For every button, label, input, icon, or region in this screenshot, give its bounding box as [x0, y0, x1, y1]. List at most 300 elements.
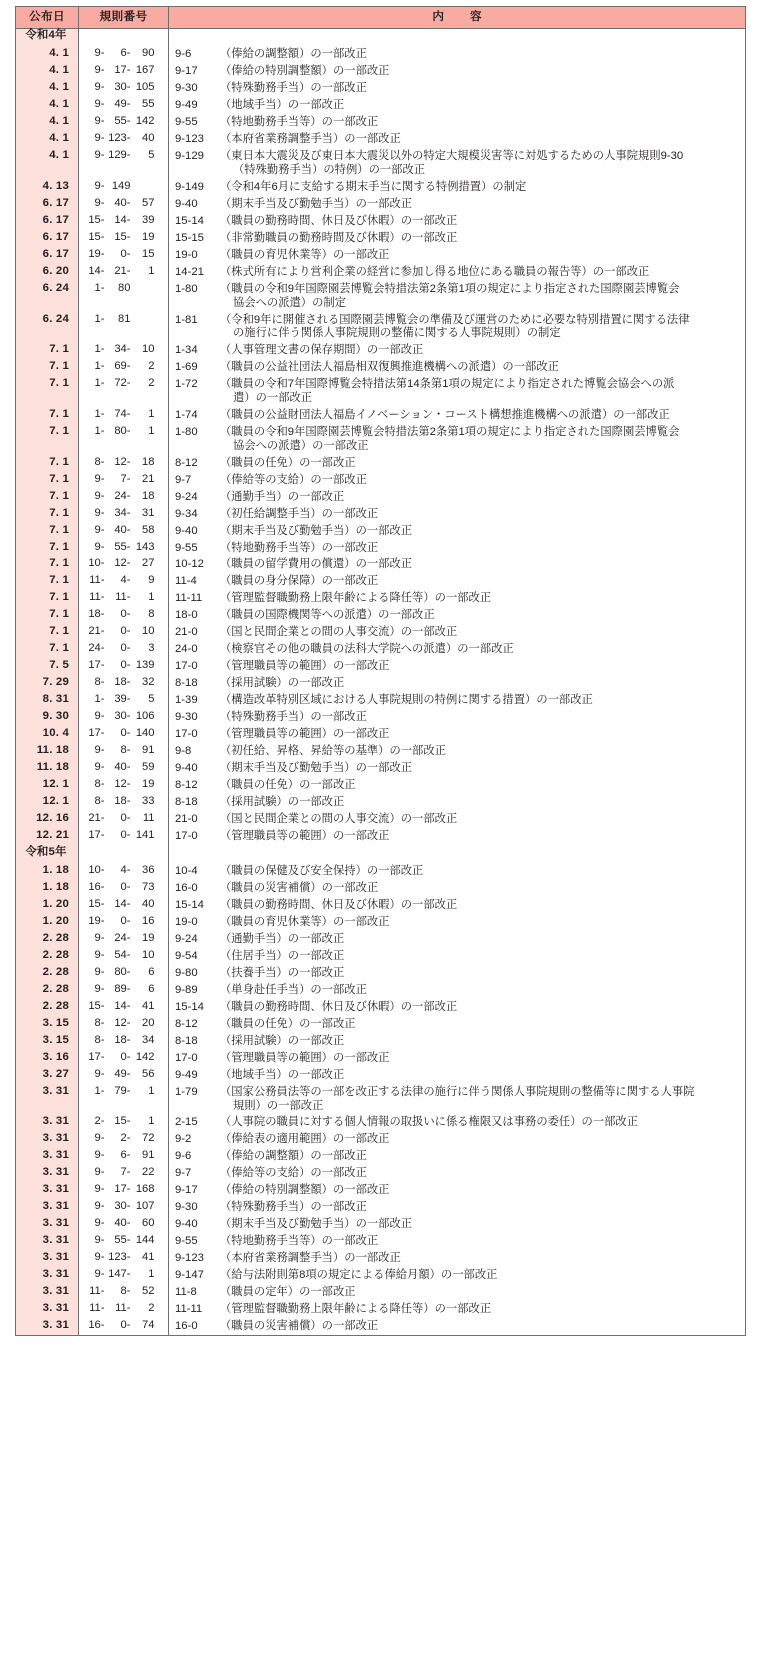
rule-description: [217, 1086, 738, 1114]
rule-id: 17-0: [175, 660, 198, 673]
rule-number-segment-n2: 0-: [120, 881, 131, 894]
rule-description-line: （人事管理文書の保存期間）の一部改正: [220, 344, 424, 357]
rule-number-segment-n1: 9-: [94, 965, 105, 978]
rule-number-cell: [79, 948, 169, 965]
rule-number-segments: [83, 899, 165, 910]
rule-description: [217, 215, 738, 229]
rule-number-segment-n2: 17-: [114, 1183, 131, 1196]
content-cell: [169, 523, 746, 540]
promulgation-date-cell: 7. 1: [16, 455, 79, 472]
rule-number-segment-n1: 8-: [94, 795, 105, 808]
promulgation-date-cell: 3. 15: [16, 1016, 79, 1033]
rule-number-segment-n3: 60: [142, 1217, 155, 1230]
rule-description: [217, 865, 738, 879]
content-cell: [169, 1084, 746, 1115]
rule-number-segment-n1: 10-: [88, 864, 105, 877]
rule-description: [217, 1218, 738, 1232]
rule-id: 11-8: [175, 1286, 197, 1299]
rule-number-cell: [79, 1268, 169, 1285]
rule-number-segments: [83, 1035, 165, 1046]
table-row: [16, 115, 746, 132]
rule-description-line: （職員の保健及び安全保持）の一部改正: [220, 865, 424, 878]
rule-number-segment-n1: 9-: [94, 1234, 105, 1247]
rule-number-segment-n3: 73: [142, 881, 155, 894]
promulgation-date-cell: 7. 1: [16, 608, 79, 625]
rule-number-segment-n1: 1-: [94, 281, 105, 294]
rule-number-segment-n3: 168: [135, 1183, 155, 1196]
rule-number-segments: [83, 745, 165, 756]
rule-number-segment-n2: 14-: [114, 898, 131, 911]
rule-number-segments: [83, 950, 165, 961]
table-row: [16, 828, 746, 845]
rule-number-segments: [83, 525, 165, 536]
rule-number-segment-n1: 8-: [94, 1016, 105, 1029]
rule-number-segment-n2: 34-: [114, 506, 131, 519]
rule-description-continuation: 遣）の一部改正: [233, 391, 313, 404]
rule-number-cell: [79, 625, 169, 642]
rule-number-cell: [79, 132, 169, 149]
content-cell: [169, 1319, 746, 1336]
rule-number-segment-n2: 80-: [114, 424, 131, 437]
rule-number-cell: [79, 591, 169, 608]
rule-description-continuation: の施行に伴う関係人事院規則の整備に関する人事院規則）の制定: [233, 327, 561, 340]
rule-number-cell: [79, 1084, 169, 1115]
table-row: [16, 881, 746, 898]
rule-number-segment-n1: 1-: [94, 693, 105, 706]
rule-description-line: （俸給の特別調整額）の一部改正: [220, 65, 390, 78]
rule-description: [217, 677, 738, 691]
rule-description-line: （扶養手当）の一部改正: [220, 966, 345, 979]
rule-description-line: （令和9年に開催される国際園芸博覧会の準備及び運営のために必要な特別措置に関する法律: [220, 313, 690, 326]
rule-number-cell: [79, 608, 169, 625]
rule-id: 16-0: [175, 882, 198, 895]
rule-number-segment-n3: 1: [148, 407, 155, 420]
table-row: [16, 377, 746, 408]
rule-number-cell: [79, 659, 169, 676]
rule-description-line: （国と民間企業との間の人事交流）の一部改正: [220, 813, 458, 825]
promulgation-date-cell: 6. 24: [16, 312, 79, 343]
rule-description-line: （期末手当及び勤勉手当）の一部改正: [220, 1218, 413, 1231]
rule-number-segments: [83, 1116, 165, 1127]
rule-number-segment-n2: 89-: [114, 982, 131, 995]
rule-number-segments: [83, 1286, 165, 1297]
rule-number-segment-n2: 0-: [120, 812, 131, 824]
rule-number-segment-n1: 2-: [94, 1115, 105, 1128]
rule-id: 1-34: [175, 344, 198, 357]
promulgation-date-cell: 4. 1: [16, 81, 79, 98]
rule-number-cell: [79, 407, 169, 424]
promulgation-date-cell: 3. 31: [16, 1115, 79, 1132]
rule-id: 9-24: [175, 490, 198, 503]
rule-number-cell: [79, 1115, 169, 1132]
rule-id: 9-2: [175, 1133, 192, 1146]
rule-number-segment-n3: 1: [148, 1115, 155, 1128]
rule-description: [217, 409, 738, 423]
rule-id: 18-0: [175, 609, 198, 622]
content-cell: [169, 424, 746, 455]
rule-number-segment-n2: 147-: [108, 1268, 131, 1281]
table-row: [16, 312, 746, 343]
table-row: [16, 676, 746, 693]
rule-id: 11-4: [175, 575, 197, 588]
content-cell: [169, 574, 746, 591]
rule-number-segment-n3: 105: [135, 81, 155, 94]
rule-number-segment-n2: 18-: [114, 795, 131, 808]
content-cell: [169, 1251, 746, 1268]
rule-number-segment-n2: 80: [118, 281, 131, 294]
rule-id: 8-18: [175, 796, 198, 809]
content-cell: [169, 28, 746, 47]
promulgation-date-cell: 3. 31: [16, 1149, 79, 1166]
rule-description: [217, 491, 738, 505]
rule-number-segment-n2: 21-: [114, 264, 131, 277]
rule-number-segment-n3: 39: [142, 213, 155, 226]
rule-number-segment-n2: 11-: [115, 591, 131, 604]
promulgation-date-cell: 4. 1: [16, 149, 79, 180]
rule-description-line: （俸給表の適用範囲）の一部改正: [220, 1133, 390, 1146]
promulgation-date-cell: 1. 20: [16, 914, 79, 931]
rule-number-cell: [79, 845, 169, 863]
rule-id: 10-4: [175, 865, 198, 878]
rule-number-segment-n3: 1: [148, 1084, 155, 1097]
rule-number-segments: [83, 882, 165, 893]
content-cell: [169, 489, 746, 506]
table-row: [16, 1319, 746, 1336]
rule-description-line: （職員の公益財団法人福島イノベーション・コースト構想推進機構への派遣）の一部改正: [220, 408, 670, 421]
rule-number-segments: [83, 626, 165, 637]
rule-description-line: （管理職員等の範囲）の一部改正: [220, 660, 390, 673]
rule-description-line: （管理職員等の範囲）の一部改正: [220, 1051, 390, 1064]
rule-description-line: （管理職員等の範囲）の一部改正: [220, 829, 390, 842]
rule-description-line: （初任給調整手当）の一部改正: [220, 507, 379, 520]
rule-number-segments: [83, 694, 165, 705]
rule-number-segment-n3: 21: [142, 472, 155, 485]
table-row: [16, 965, 746, 982]
rule-number-segment-n3: 41: [142, 1251, 155, 1264]
rule-number-segment-n3: 56: [142, 1067, 155, 1080]
rule-number-segments: [83, 865, 165, 876]
rule-number-segment-n2: 55-: [114, 115, 131, 128]
promulgation-date-cell: 12. 1: [16, 777, 79, 794]
rule-number-segments: [83, 474, 165, 485]
rule-number-segments: [83, 728, 165, 739]
rule-id: 9-6: [175, 48, 192, 61]
rule-number-segment-n3: 31: [142, 506, 155, 519]
rule-description-line: （俸給等の支給）の一部改正: [220, 1167, 367, 1180]
rule-number-cell: [79, 931, 169, 948]
promulgation-date-cell: 2. 28: [16, 982, 79, 999]
rule-number-segment-n3: 9: [148, 574, 155, 587]
rule-description-line: （給与法附則第8項の規定による俸給月額）の一部改正: [220, 1269, 498, 1282]
content-cell: [169, 1217, 746, 1234]
rule-number-cell: [79, 455, 169, 472]
rule-number-segment-n3: 55: [142, 98, 155, 111]
rule-number-segments: [83, 409, 165, 420]
rule-number-segment-n2: 123-: [108, 1251, 131, 1264]
content-cell: [169, 115, 746, 132]
rule-number-segment-n1: 9-: [94, 64, 105, 77]
column-header-promulgation-date: 公布日: [16, 7, 79, 29]
rule-number-segment-n2: 4-: [120, 864, 131, 877]
rule-description: [217, 1167, 738, 1181]
table-row: [16, 343, 746, 360]
content-cell: [169, 213, 746, 230]
rule-number-segment-n1: 9-: [94, 98, 105, 111]
rule-number-cell: [79, 1132, 169, 1149]
rule-number-segments: [83, 457, 165, 468]
rule-number-cell: [79, 1050, 169, 1067]
rule-description: [217, 950, 738, 964]
rule-number-segment-n3: 8: [148, 608, 155, 621]
rule-description: [217, 1116, 738, 1130]
rule-number-segment-n3: 33: [142, 795, 155, 808]
rule-number-segments: [83, 796, 165, 807]
rule-number-segment-n1: 15-: [88, 230, 105, 243]
rule-number-segment-n1: 9-: [94, 81, 105, 94]
rule-id: 9-89: [175, 983, 198, 996]
rule-description: [217, 116, 738, 130]
rule-description-line: （職員の勤務時間、休日及び休暇）の一部改正: [220, 214, 458, 227]
table-row: [16, 727, 746, 744]
rule-number-segment-n1: 1-: [94, 377, 105, 390]
table-row: [16, 1268, 746, 1285]
rule-description-continuation: （特殊勤務手当）の特例）の一部改正: [233, 163, 426, 176]
content-cell: [169, 659, 746, 676]
rule-number-segments: [83, 181, 165, 192]
rule-description-continuation: 規則）の一部改正: [233, 1099, 324, 1112]
rule-number-segment-n2: 15-: [114, 1115, 131, 1128]
promulgation-date-cell: 1. 18: [16, 881, 79, 898]
rule-number-segment-n3: 3: [148, 642, 155, 655]
rule-number-segment-n3: 91: [142, 744, 155, 757]
rule-id: 8-18: [175, 1034, 198, 1047]
promulgation-date-cell: 4. 1: [16, 132, 79, 149]
rule-number-segment-n1: 8-: [94, 676, 105, 689]
table-row: [16, 744, 746, 761]
rule-description-line: （職員の勤務時間、休日及び休暇）の一部改正: [220, 1000, 458, 1013]
rule-description: [217, 967, 738, 981]
rule-id: 10-12: [175, 558, 204, 571]
rule-number-segment-n3: 1: [148, 424, 155, 437]
rule-description-line: （採用試験）の一部改正: [220, 1034, 345, 1047]
promulgation-date-cell: 3. 31: [16, 1166, 79, 1183]
content-cell: [169, 1166, 746, 1183]
rule-id: 9-55: [175, 1235, 198, 1248]
table-row: [16, 540, 746, 557]
rule-id: 9-30: [175, 82, 198, 95]
rule-number-cell: [79, 710, 169, 727]
rule-id: 9-30: [175, 1201, 198, 1214]
content-cell: [169, 914, 746, 931]
promulgation-date-cell: 7. 29: [16, 676, 79, 693]
rule-description-line: （俸給の調整額）の一部改正: [220, 1150, 367, 1163]
rule-id: 9-40: [175, 762, 198, 775]
rule-description: [217, 1133, 738, 1147]
rule-number-segment-n2: 0-: [120, 625, 131, 638]
content-cell: [169, 1234, 746, 1251]
content-cell: [169, 343, 746, 360]
rule-number-segments: [83, 99, 165, 110]
promulgation-date-cell: 3. 27: [16, 1067, 79, 1084]
rule-number-segment-n1: 8-: [94, 778, 105, 791]
rule-number-cell: [79, 1166, 169, 1183]
rule-number-segments: [83, 1235, 165, 1246]
content-cell: [169, 999, 746, 1016]
rule-description-line: （職員の身分保障）の一部改正: [220, 575, 379, 588]
rule-number-segments: [83, 984, 165, 995]
rule-number-segment-n1: 1-: [94, 360, 105, 373]
rule-number-segment-n3: 57: [142, 196, 155, 209]
rule-number-segment-n3: 19: [142, 778, 155, 791]
rule-number-segments: [83, 1201, 165, 1212]
rule-number-segment-n1: 15-: [88, 898, 105, 911]
rule-number-segments: [83, 1133, 165, 1144]
table-row: [16, 81, 746, 98]
rule-number-segments: [83, 215, 165, 226]
promulgation-date-cell: 6. 24: [16, 281, 79, 312]
rule-id: 1-79: [175, 1085, 198, 1098]
promulgation-date-cell: 12. 21: [16, 828, 79, 845]
rule-number-segment-n2: 7-: [120, 472, 131, 485]
rule-number-segments: [83, 575, 165, 586]
rule-number-segments: [83, 1052, 165, 1063]
table-row: [16, 98, 746, 115]
rule-number-segment-n1: 9-: [94, 472, 105, 485]
rule-number-segment-n2: 40-: [114, 196, 131, 209]
content-cell: [169, 642, 746, 659]
rule-number-segment-n1: 9-: [94, 1067, 105, 1080]
rule-description: [217, 65, 738, 79]
rule-number-segment-n2: 7-: [120, 1166, 131, 1179]
promulgation-date-cell: 9. 30: [16, 710, 79, 727]
promulgation-date-cell: 7. 1: [16, 523, 79, 540]
rule-number-segment-n3: 143: [135, 540, 155, 553]
rule-number-segment-n1: 16-: [88, 881, 105, 894]
rule-description: [217, 181, 738, 195]
table-row: [16, 1285, 746, 1302]
content-cell: [169, 931, 746, 948]
rule-number-segment-n2: 24-: [114, 489, 131, 502]
promulgation-date-cell: 7. 1: [16, 506, 79, 523]
rule-number-segments: [83, 378, 165, 389]
rule-number-segment-n3: 40: [142, 898, 155, 911]
promulgation-date-cell: 7. 1: [16, 343, 79, 360]
rule-number-segments: [83, 933, 165, 944]
table-row: [16, 625, 746, 642]
rule-description-line: （職員の令和9年国際園芸博覧会特措法第2条第1項の規定により指定された国際園芸博覧会: [220, 282, 680, 295]
rule-number-segment-n1: 9-: [94, 1251, 105, 1264]
rule-number-segment-n3: 72: [142, 1132, 155, 1145]
rule-id: 9-7: [175, 1167, 192, 1180]
content-cell: [169, 693, 746, 710]
rule-number-cell: [79, 312, 169, 343]
rule-number-segment-n2: 40-: [114, 523, 131, 536]
content-cell: [169, 196, 746, 213]
rule-id: 9-80: [175, 966, 198, 979]
rule-number-segment-n2: 55-: [114, 1234, 131, 1247]
content-cell: [169, 360, 746, 377]
promulgation-date-cell: 7. 1: [16, 472, 79, 489]
rule-number-segment-n1: 9-: [94, 710, 105, 723]
era-label-cell: [16, 28, 79, 47]
rule-number-segments: [83, 1303, 165, 1314]
rule-number-segments: [83, 82, 165, 93]
rule-number-segment-n1: 17-: [88, 828, 105, 841]
rule-number-segment-n2: 6-: [120, 47, 131, 60]
rule-description: [217, 232, 738, 246]
rule-description-line: （職員の災害補償）の一部改正: [220, 882, 379, 895]
rule-number-cell: [79, 1217, 169, 1234]
table-header: [16, 7, 746, 29]
rule-description-line: （令和4年6月に支給する期末手当に関する特例措置）の制定: [220, 180, 527, 193]
promulgation-date-cell: 1. 18: [16, 864, 79, 881]
rule-number-segment-n3: 19: [142, 230, 155, 243]
rule-number-segment-n1: 9-: [94, 932, 105, 944]
rule-description-line: （国家公務員法等の一部を改正する法律の施行に伴う関係人事院規則の整備等に関する人事院: [220, 1085, 695, 1098]
table-row: [16, 1217, 746, 1234]
rule-description-line: （国と民間企業との間の人事交流）の一部改正: [220, 626, 458, 639]
rule-number-segment-n3: 27: [142, 557, 155, 570]
rule-id: 17-0: [175, 829, 198, 842]
rule-description: [217, 609, 738, 623]
rule-number-segment-n1: 11-: [89, 574, 105, 587]
rule-number-segment-n1: 11-: [89, 1285, 105, 1298]
promulgation-date-cell: 7. 1: [16, 625, 79, 642]
rule-number-segments: [83, 916, 165, 927]
rule-number-segments: [83, 1184, 165, 1195]
rule-number-segment-n3: 140: [135, 727, 155, 740]
rule-number-cell: [79, 727, 169, 744]
rule-description: [217, 525, 738, 539]
rule-id: 8-18: [175, 677, 198, 690]
rule-id: 9-149: [175, 180, 204, 193]
rule-description: [217, 643, 738, 657]
rule-number-segments: [83, 344, 165, 355]
content-cell: [169, 98, 746, 115]
rule-number-segment-n2: 12-: [114, 1016, 131, 1029]
rule-number-segment-n1: 9-: [94, 196, 105, 209]
rule-description: [217, 378, 738, 406]
rule-number-segments: [83, 491, 165, 502]
rule-number-segment-n2: 55-: [114, 540, 131, 553]
rule-number-segment-n2: 14-: [114, 213, 131, 226]
promulgation-date-cell: 6. 17: [16, 196, 79, 213]
rule-number-segment-n3: 2: [148, 377, 155, 390]
rule-number-segments: [83, 779, 165, 790]
rule-number-segments: [83, 677, 165, 688]
rule-description-line: （職員の令和7年国際博覧会特措法第14条第1項の規定により指定された博覧会協会への派: [220, 378, 675, 391]
table-row: [16, 506, 746, 523]
table-row: [16, 1149, 746, 1166]
rule-number-cell: [79, 1251, 169, 1268]
rule-description: [217, 542, 738, 556]
rule-number-segment-n1: 15-: [88, 999, 105, 1012]
rule-description-line: （管理監督職勤務上限年齢による降任等）の一部改正: [220, 592, 492, 605]
content-cell: [169, 132, 746, 149]
promulgation-date-cell: 3. 31: [16, 1183, 79, 1200]
rule-description-continuation: 協会への派遣）の一部改正: [233, 439, 369, 452]
rule-number-cell: [79, 230, 169, 247]
rule-number-segment-n3: 10: [142, 343, 155, 356]
content-header-part-2: 容: [470, 10, 482, 23]
rule-number-cell: [79, 897, 169, 914]
rule-number-segment-n1: 14-: [88, 264, 105, 277]
rule-description: [217, 1252, 738, 1266]
rule-description-line: （職員の育児休業等）の一部改正: [220, 248, 390, 261]
table-row: [16, 777, 746, 794]
rule-number-cell: [79, 557, 169, 574]
rule-number-segments: [83, 283, 165, 294]
